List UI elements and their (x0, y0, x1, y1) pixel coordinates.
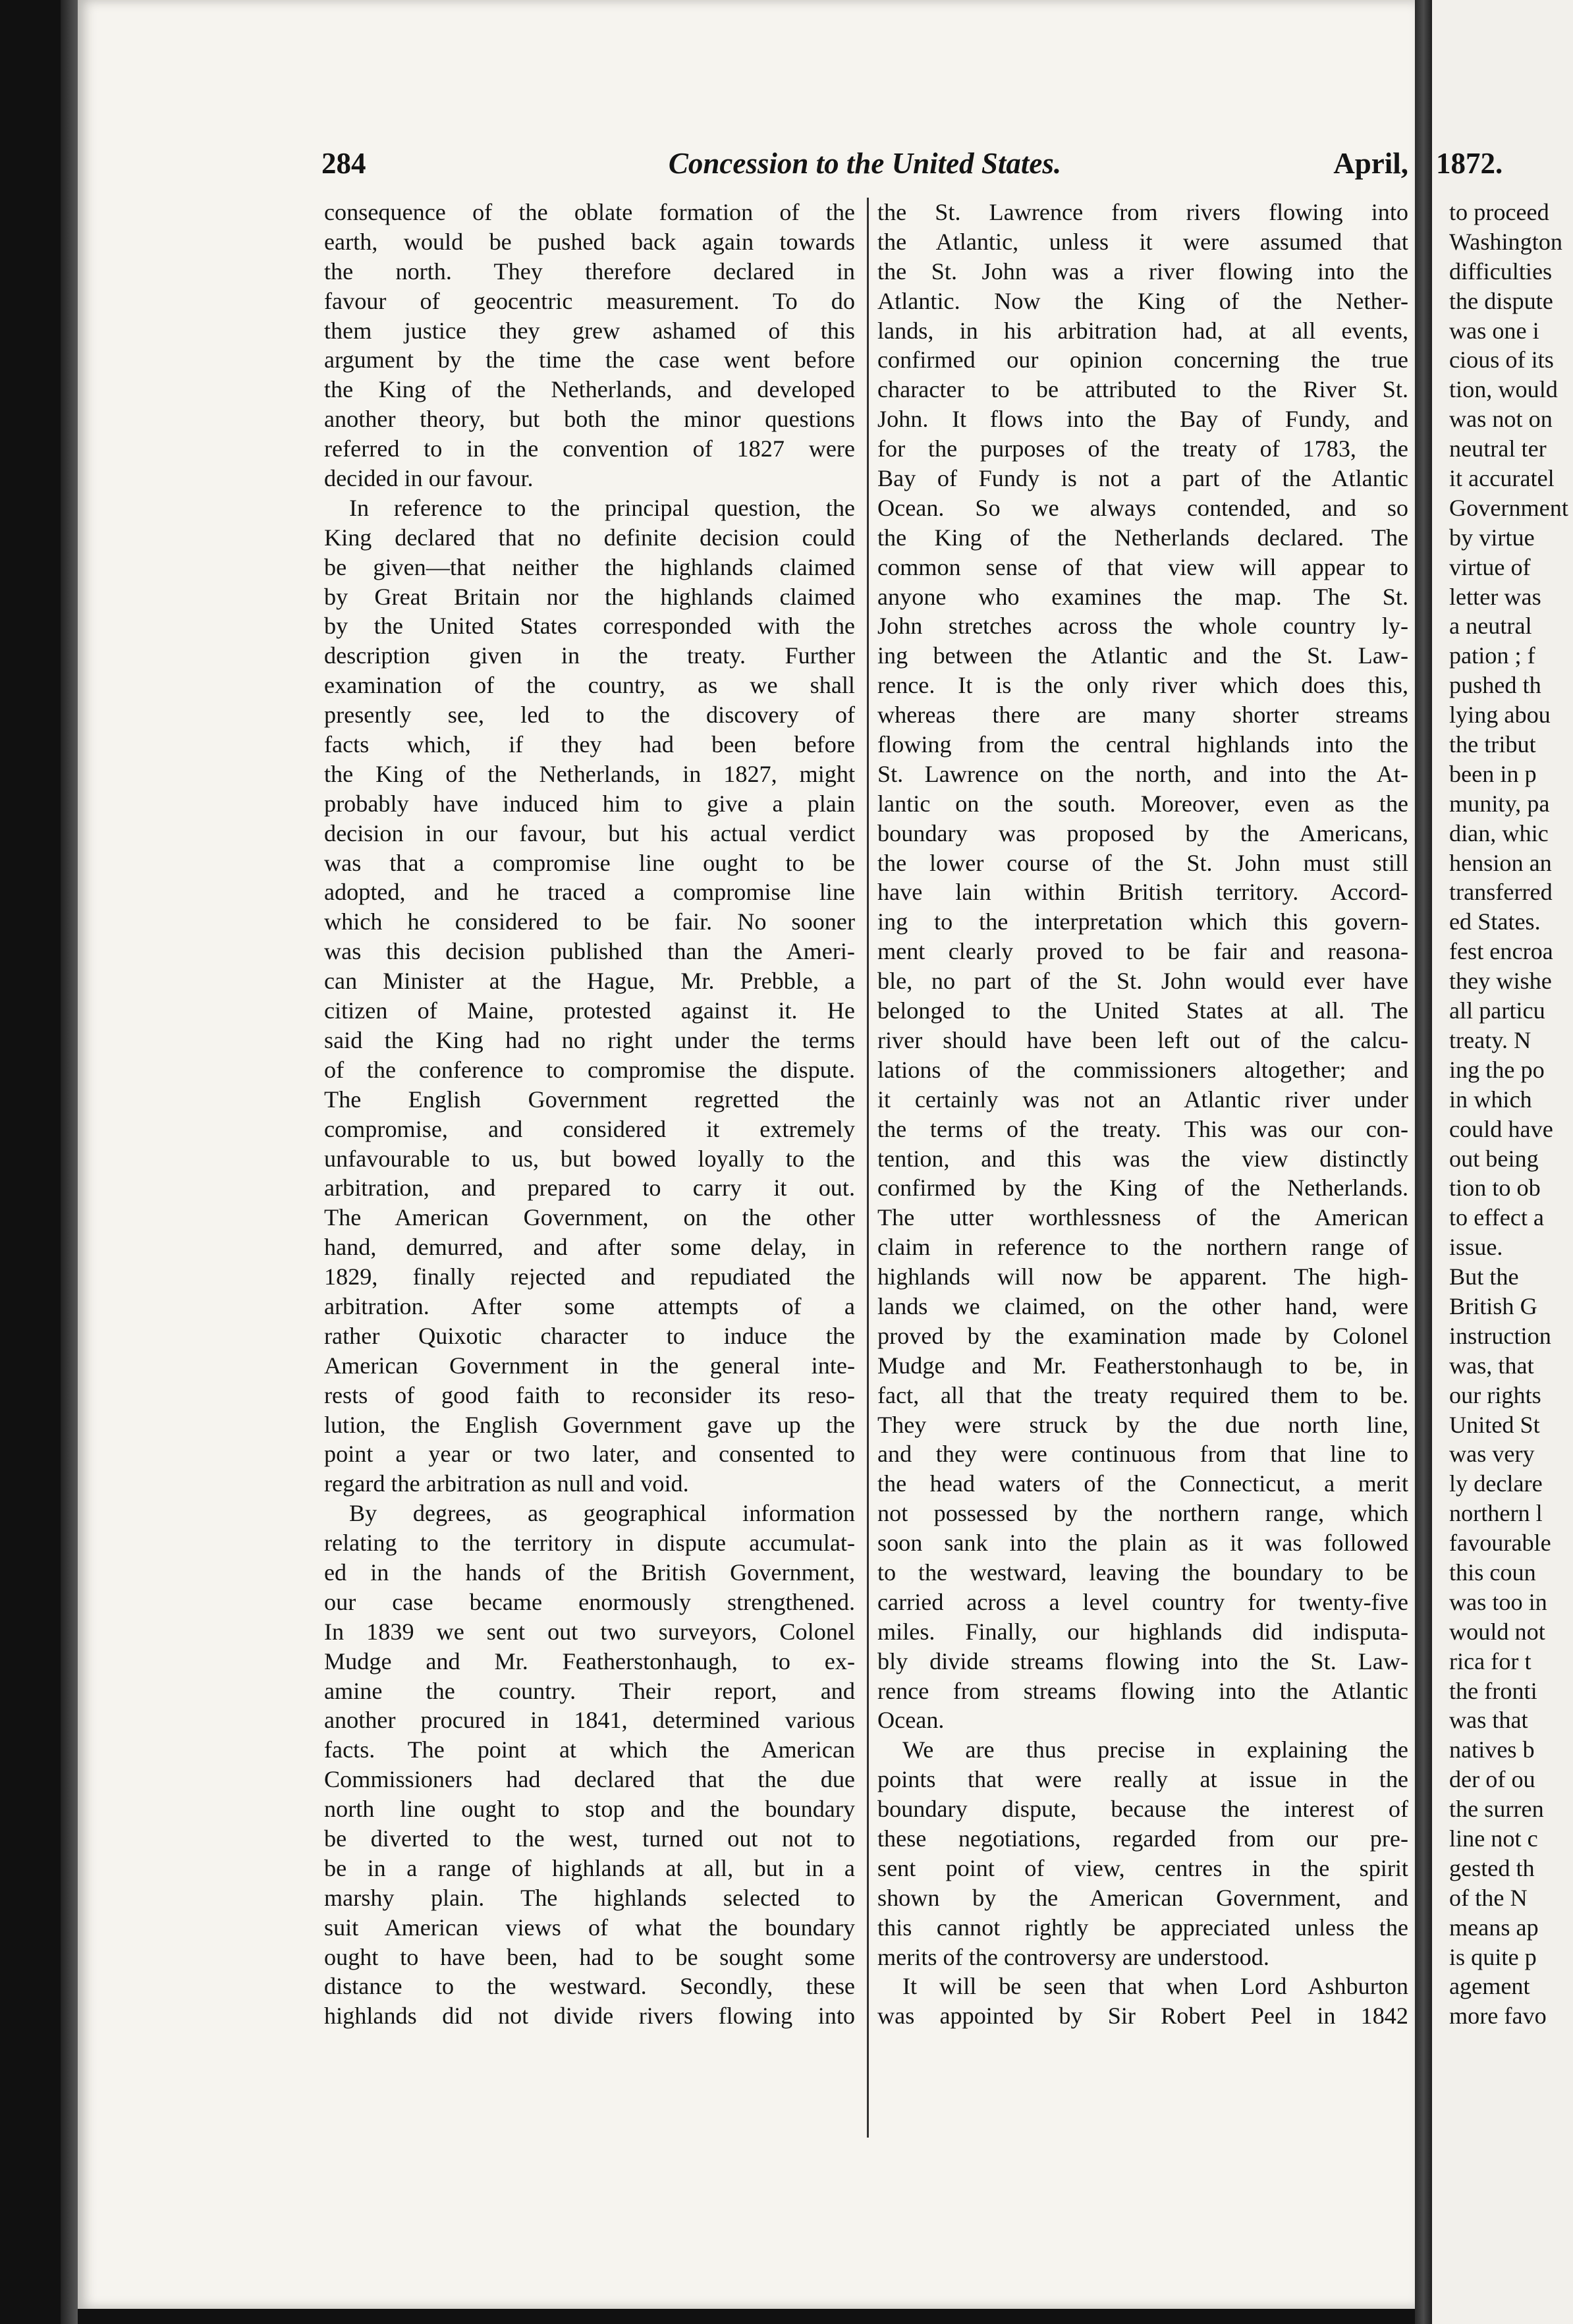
text-line: boundary dispute, because the interest of (877, 1796, 1408, 1823)
text-line: highlands did not divide rivers flowing into (324, 2003, 855, 2030)
text-line: anyone who examines the map. The St. (877, 583, 1408, 610)
text-line: another theory, but both the minor questions (324, 406, 855, 433)
adjacent-text-line: natives b (1449, 1736, 1535, 1763)
text-line: ment clearly proved to be fair and reasona- (877, 938, 1408, 965)
adjacent-text-line: the dispute (1449, 287, 1553, 314)
text-line: In reference to the principal question, the (349, 494, 855, 521)
text-line: Commissioners had declared that the due (324, 1766, 855, 1793)
text-line: and they were continuous from that line to (877, 1441, 1408, 1468)
text-line: Atlantic. Now the King of the Nether- (877, 287, 1408, 314)
text-line: can Minister at the Hague, Mr. Prebble, a (324, 968, 855, 995)
text-line: suit American views of what the boundary (324, 1914, 855, 1941)
text-line: examination of the country, as we shall (324, 672, 855, 699)
text-line: Ocean. So we always contended, and so (877, 494, 1408, 521)
text-line: arbitration. After some attempts of a (324, 1292, 855, 1319)
text-line: ing between the Atlantic and the St. Law- (877, 642, 1408, 669)
text-line: soon sank into the plain as it was followed (877, 1530, 1408, 1557)
adjacent-text-line: the surren (1449, 1796, 1544, 1823)
adjacent-text-line: line not c (1449, 1825, 1538, 1852)
adjacent-text-line: Government (1449, 494, 1568, 521)
text-line: carried across a level country for twenty-five (877, 1588, 1408, 1615)
text-line: north line ought to stop and the boundary (324, 1796, 855, 1823)
text-line: lands, in his arbitration had, at all events, (877, 317, 1408, 344)
adjacent-text-line: transferred (1449, 879, 1553, 906)
adjacent-text-line: instruction (1449, 1322, 1551, 1349)
text-line: St. Lawrence on the north, and into the At- (877, 760, 1408, 787)
text-line: probably have induced him to give a plain (324, 790, 855, 817)
adjacent-text-line: would not (1449, 1618, 1545, 1645)
adjacent-text-line: neutral ter (1449, 435, 1547, 462)
adjacent-text-line: ly declare (1449, 1470, 1543, 1497)
adjacent-text-line: fest encroa (1449, 938, 1553, 965)
text-line: earth, would be pushed back again towards (324, 228, 855, 255)
adjacent-text-line: tion to ob (1449, 1175, 1541, 1202)
adjacent-text-line: in which (1449, 1086, 1532, 1113)
adjacent-text-line: But the (1449, 1263, 1519, 1290)
text-line: facts which, if they had been before (324, 731, 855, 758)
text-line: proved by the examination made by Colonel (877, 1322, 1408, 1349)
text-line: river should have been left out of the calcu- (877, 1026, 1408, 1053)
text-line: decision in our favour, but his actual verdict (324, 819, 855, 846)
text-line: facts. The point at which the American (324, 1736, 855, 1763)
text-line: have lain within British territory. Accord- (877, 879, 1408, 906)
text-line: tention, and this was the view distinctly (877, 1145, 1408, 1172)
text-line: In 1839 we sent out two surveyors, Colonel (324, 1618, 855, 1645)
adjacent-text-line: this coun (1449, 1559, 1536, 1586)
adjacent-text-line: been in p (1449, 760, 1537, 787)
text-line: favour of geocentric measurement. To do (324, 287, 855, 314)
adjacent-text-line: to effect a (1449, 1204, 1544, 1231)
adjacent-text-line: issue. (1449, 1234, 1503, 1261)
adjacent-text-line: tion, would (1449, 376, 1558, 403)
text-line: common sense of that view will appear to (877, 553, 1408, 580)
text-line: miles. Finally, our highlands did indisputa- (877, 1618, 1408, 1645)
adjacent-text-line: was that (1449, 1707, 1528, 1734)
text-line: by the United States corresponded with the (324, 613, 855, 640)
adjacent-text-line: letter was (1449, 583, 1541, 610)
text-line: for the purposes of the treaty of 1783, the (877, 435, 1408, 462)
running-title: Concession to the United States. (668, 147, 1062, 180)
text-line: John stretches across the whole country ly- (877, 613, 1408, 640)
text-line: adopted, and he traced a compromise line (324, 879, 855, 906)
text-line: lantic on the south. Moreover, even as the (877, 790, 1408, 817)
adjacent-text-line: rica for t (1449, 1647, 1532, 1674)
text-line: lution, the English Government gave up the (324, 1411, 855, 1438)
adjacent-page (1432, 0, 1573, 2324)
text-line: Ocean. (877, 1707, 945, 1734)
adjacent-text-line: to proceed (1449, 199, 1549, 225)
adjacent-text-line: it accuratel (1449, 465, 1555, 492)
adjacent-page-year: 1872. (1436, 147, 1503, 180)
text-line: of the conference to compromise the dispute. (324, 1056, 855, 1083)
text-line: presently see, led to the discovery of (324, 702, 855, 729)
text-line: our case became enormously strengthened. (324, 1588, 855, 1615)
adjacent-text-line: treaty. N (1449, 1026, 1532, 1053)
adjacent-text-line: agement (1449, 1973, 1530, 2000)
adjacent-text-line: could have (1449, 1115, 1553, 1142)
adjacent-text-line: more favo (1449, 2003, 1547, 2030)
adjacent-text-line: the tribut (1449, 731, 1536, 758)
text-line: By degrees, as geographical information (349, 1500, 855, 1527)
text-line: another procured in 1841, determined various (324, 1707, 855, 1734)
adjacent-text-line: our rights (1449, 1381, 1541, 1408)
adjacent-text-line: dian, whic (1449, 819, 1549, 846)
adjacent-text-line: virtue of (1449, 553, 1531, 580)
adjacent-text-line: of the N (1449, 1884, 1528, 1911)
text-line: marshy plain. The highlands selected to (324, 1884, 855, 1911)
text-line: this cannot rightly be appreciated unless the (877, 1914, 1408, 1941)
text-line: The English Government regretted the (324, 1086, 855, 1113)
text-line: distance to the westward. Secondly, these (324, 1973, 855, 2000)
text-line: The American Government, on the other (324, 1204, 855, 1231)
text-line: be diverted to the west, turned out not to (324, 1825, 855, 1852)
text-line: They were struck by the due north line, (877, 1411, 1408, 1438)
adjacent-text-line: Washington (1449, 228, 1562, 255)
text-line: lations of the commissioners altogether; and (877, 1056, 1408, 1083)
column-divider (867, 198, 869, 2138)
adjacent-text-line: the fronti (1449, 1677, 1537, 1704)
text-line: be given—that neither the highlands claimed (324, 553, 855, 580)
text-line: regard the arbitration as null and void. (324, 1470, 689, 1497)
text-line: rence from streams flowing into the Atlantic (877, 1677, 1408, 1704)
adjacent-text-line: was not on (1449, 406, 1553, 433)
text-line: the head waters of the Connecticut, a merit (877, 1470, 1408, 1497)
adjacent-text-line: means ap (1449, 1914, 1539, 1941)
adjacent-text-line: hension an (1449, 849, 1552, 876)
text-line: boundary was proposed by the Americans, (877, 819, 1408, 846)
text-line: unfavourable to us, but bowed loyally to the (324, 1145, 855, 1172)
text-line: American Government in the general inte- (324, 1352, 855, 1379)
text-line: lands we claimed, on the other hand, were (877, 1292, 1408, 1319)
adjacent-text-line: United St (1449, 1411, 1540, 1438)
adjacent-text-line: was one i (1449, 317, 1539, 344)
text-line: citizen of Maine, protested against it. He (324, 997, 855, 1024)
text-line: them justice they grew ashamed of this (324, 317, 855, 344)
text-line: rence. It is the only river which does this, (877, 672, 1408, 699)
adjacent-text-line: out being (1449, 1145, 1539, 1172)
adjacent-page-text (1449, 198, 1568, 2031)
text-line: shown by the American Government, and (877, 1884, 1408, 1911)
text-line: the St. Lawrence from rivers flowing into (877, 199, 1408, 225)
page-left-edge (61, 0, 78, 2324)
text-line: ought to have been, had to be sought some (324, 1943, 855, 1970)
text-line: said the King had no right under the terms (324, 1026, 855, 1053)
adjacent-text-line: cious of its (1449, 346, 1554, 374)
text-line: rests of good faith to reconsider its reso- (324, 1381, 855, 1408)
adjacent-text-line: was, that (1449, 1352, 1534, 1379)
text-line: ed in the hands of the British Government, (324, 1559, 855, 1586)
adjacent-text-line: British G (1449, 1292, 1537, 1319)
text-line: was that a compromise line ought to be (324, 849, 855, 876)
text-line: flowing from the central highlands into the (877, 731, 1408, 758)
text-line: the Atlantic, unless it were assumed that (877, 228, 1408, 255)
text-line: the King of the Netherlands, in 1827, might (324, 760, 855, 787)
text-line: confirmed by the King of the Netherlands. (877, 1175, 1408, 1202)
text-line: It will be seen that when Lord Ashburton (902, 1973, 1408, 2000)
text-line: by Great Britain nor the highlands claimed (324, 583, 855, 610)
text-line: arbitration, and prepared to carry it out. (324, 1175, 855, 1202)
text-line: referred to in the convention of 1827 were (324, 435, 855, 462)
text-line: John. It flows into the Bay of Fundy, and (877, 406, 1408, 433)
adjacent-text-line: all particu (1449, 997, 1545, 1024)
text-line: be in a range of highlands at all, but in a (324, 1854, 855, 1881)
text-line: Mudge and Mr. Featherstonhaugh, to ex- (324, 1647, 855, 1674)
text-line: ble, no part of the St. John would ever have (877, 968, 1408, 995)
text-line: was this decision published than the Ameri- (324, 938, 855, 965)
adjacent-text-line: munity, pa (1449, 790, 1550, 817)
adjacent-text-line: pushed th (1449, 672, 1541, 699)
text-line: We are thus precise in explaining the (902, 1736, 1408, 1763)
adjacent-text-line: was very (1449, 1441, 1535, 1468)
text-line: to the westward, leaving the boundary to be (877, 1559, 1408, 1586)
text-line: sent point of view, centres in the spirit (877, 1854, 1408, 1881)
text-line: it certainly was not an Atlantic river under (877, 1086, 1408, 1113)
text-line: the north. They therefore declared in (324, 258, 855, 285)
adjacent-text-line: pation ; f (1449, 642, 1535, 669)
text-line: claim in reference to the northern range of (877, 1234, 1408, 1261)
text-line: the King of the Netherlands declared. The (877, 524, 1408, 551)
text-line: hand, demurred, and after some delay, in (324, 1234, 855, 1261)
text-line: highlands will now be apparent. The high- (877, 1263, 1408, 1290)
adjacent-text-line: a neutral (1449, 613, 1532, 640)
adjacent-text-line: lying abou (1449, 702, 1551, 729)
adjacent-text-line: by virtue (1449, 524, 1535, 551)
text-line: the St. John was a river flowing into the (877, 258, 1408, 285)
adjacent-text-line: ed States. (1449, 908, 1541, 935)
adjacent-text-line: is quite p (1449, 1943, 1537, 1970)
text-line: point a year or two later, and consented to (324, 1441, 855, 1468)
text-line: ing to the interpretation which this govern- (877, 908, 1408, 935)
header-month: April, (1333, 147, 1408, 180)
page-header (321, 146, 1408, 188)
text-line: the lower course of the St. John must still (877, 849, 1408, 876)
text-line: merits of the controversy are understood. (877, 1943, 1269, 1970)
text-column-left (324, 198, 855, 2031)
text-line: relating to the territory in dispute accumulat- (324, 1530, 855, 1557)
text-line: was appointed by Sir Robert Peel in 1842 (877, 2003, 1408, 2030)
text-line: character to be attributed to the River St. (877, 376, 1408, 403)
text-line: The utter worthlessness of the American (877, 1204, 1408, 1231)
text-line: the King of the Netherlands, and developed (324, 376, 855, 403)
text-line: rather Quixotic character to induce the (324, 1322, 855, 1349)
text-line: decided in our favour. (324, 465, 534, 492)
adjacent-text-line: ing the po (1449, 1056, 1545, 1083)
text-line: Bay of Fundy is not a part of the Atlantic (877, 465, 1408, 492)
text-line: the terms of the treaty. This was our con- (877, 1115, 1408, 1142)
text-line: points that were really at issue in the (877, 1766, 1408, 1793)
adjacent-text-line: gested th (1449, 1854, 1535, 1881)
text-line: King declared that no definite decision could (324, 524, 855, 551)
text-line: description given in the treaty. Further (324, 642, 855, 669)
text-line: confirmed our opinion concerning the true (877, 346, 1408, 374)
adjacent-text-line: they wishe (1449, 968, 1552, 995)
text-line: whereas there are many shorter streams (877, 702, 1408, 729)
text-line: Mudge and Mr. Featherstonhaugh to be, in (877, 1352, 1408, 1379)
text-line: belonged to the United States at all. The (877, 997, 1408, 1024)
text-line: these negotiations, regarded from our pre- (877, 1825, 1408, 1852)
text-line: consequence of the oblate formation of the (324, 199, 855, 225)
adjacent-text-line: was too in (1449, 1588, 1547, 1615)
adjacent-text-line: favourable (1449, 1530, 1551, 1557)
adjacent-text-line: difficulties (1449, 258, 1553, 285)
text-line: compromise, and considered it extremely (324, 1115, 855, 1142)
text-line: bly divide streams flowing into the St. Law- (877, 1647, 1408, 1674)
book-gutter (1415, 0, 1432, 2324)
text-line: which he considered to be fair. No sooner (324, 908, 855, 935)
text-line: not possessed by the northern range, which (877, 1500, 1408, 1527)
text-line: fact, all that the treaty required them to be. (877, 1381, 1408, 1408)
adjacent-text-line: der of ou (1449, 1766, 1535, 1793)
adjacent-text-line: northern l (1449, 1500, 1543, 1527)
page-number: 284 (321, 147, 366, 180)
text-line: 1829, finally rejected and repudiated the (324, 1263, 855, 1290)
text-line: argument by the time the case went before (324, 346, 855, 374)
text-line: amine the country. Their report, and (324, 1677, 855, 1704)
text-column-right (877, 198, 1408, 2031)
